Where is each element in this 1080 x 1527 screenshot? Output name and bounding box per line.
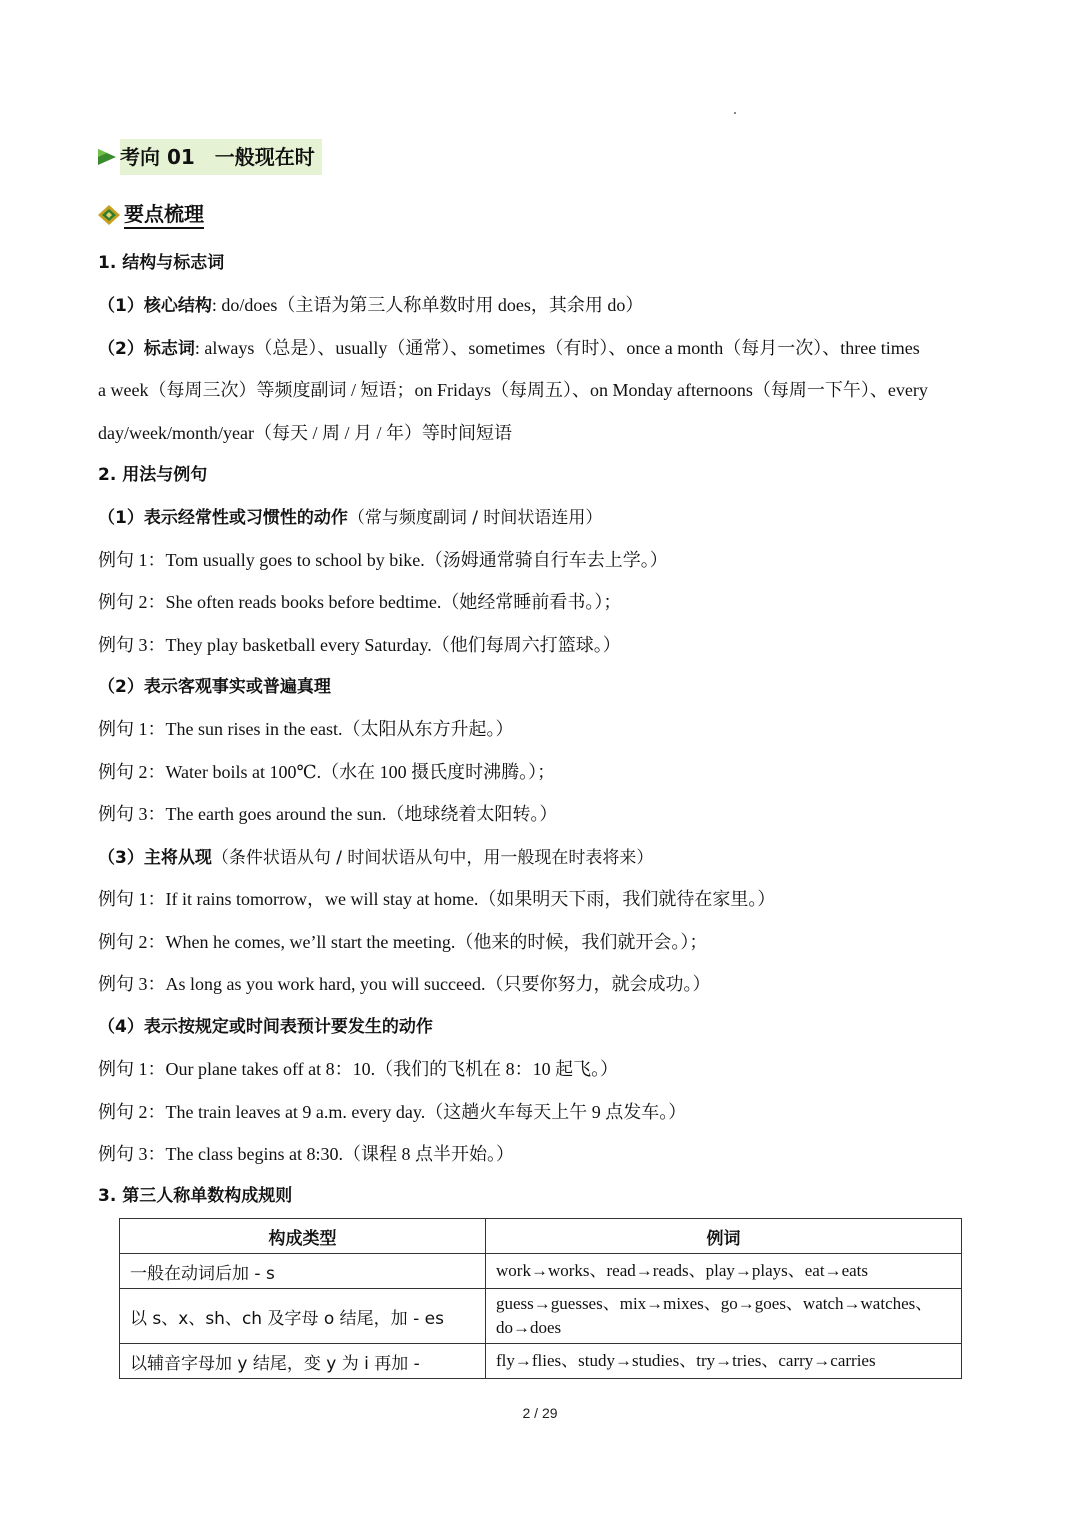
example-sentence: 例句 2：When he comes, we’ll start the meeting.（他来的时候，我们就开会。）；: [98, 932, 708, 952]
example-sentence: 例句 3：They play basketball every Saturday.（他们每周六打篮球。）: [98, 635, 621, 655]
page-number: 2 / 29: [522, 1405, 558, 1421]
usage-1-label: （1）表示经常性或习惯性的动作: [98, 508, 348, 528]
section-banner: [96, 139, 322, 175]
subheading-key-points: [96, 199, 204, 231]
marker-words-label: （2）标志词: [98, 339, 195, 359]
play-arrow-icon: [96, 147, 118, 167]
table-cell-examples: fly→flies、study→studies、try→tries、carry→carries: [486, 1344, 962, 1379]
usage-3-label: （3）主将从现: [98, 848, 212, 868]
core-structure-label: （1）核心结构: [98, 296, 212, 316]
table-row: [120, 1289, 962, 1344]
speck: [734, 112, 736, 114]
example-sentence: 例句 2：The train leaves at 9 a.m. every day.（这趟火车每天上午 9 点发车。）: [98, 1102, 687, 1122]
column-header-examples: 例词: [486, 1219, 962, 1254]
marker-words-text-1: : always（总是）、usually（通常）、sometimes（有时）、once a month（每月一次）、three times: [194, 338, 920, 358]
marker-words-line-1: [98, 335, 920, 362]
core-structure-text: : do/does（主语为第三人称单数时用 does，其余用 do）: [211, 295, 644, 315]
example-sentence: 例句 3：The class begins at 8:30.（课程 8 点半开始。）: [98, 1144, 514, 1164]
example-sentence: 例句 2：Water boils at 100℃.（水在 100 摄氏度时沸腾。）；: [98, 762, 556, 782]
usage-4-label: （4）表示按规定或时间表预计要发生的动作: [98, 1017, 433, 1037]
heading-usage: 2. 用法与例句: [98, 465, 208, 485]
rules-table: [119, 1218, 962, 1379]
marker-words-line-2: a week（每周三次）等频度副词 / 短语；on Fridays（每周五）、on Monday afternoons（每周一下午）、every: [98, 380, 928, 400]
usage-1-line: [98, 504, 602, 531]
example-sentence: 例句 3：As long as you work hard, you will succeed.（只要你努力，就会成功。）: [98, 974, 711, 994]
usage-3-line: [98, 844, 653, 871]
core-structure-line: [98, 292, 643, 319]
table-row: [120, 1254, 962, 1289]
example-sentence: 例句 2：She often reads books before bedtime.（她经常睡前看书。）；: [98, 592, 622, 612]
example-sentence: 例句 3：The earth goes around the sun.（地球绕着太阳转。）: [98, 804, 558, 824]
example-sentence: 例句 1：If it rains tomorrow，we will stay at home.（如果明天下雨，我们就待在家里。）: [98, 889, 776, 909]
subheading-title: 要点梳理: [124, 201, 204, 229]
example-sentence: 例句 1：Tom usually goes to school by bike.（汤姆通常骑自行车去上学。）: [98, 550, 668, 570]
marker-words-line-3: day/week/month/year（每天 / 周 / 月 / 年）等时间短语: [98, 423, 512, 443]
table-cell-type: 以辅音字母加 y 结尾，变 y 为 i 再加 -: [120, 1344, 486, 1379]
table-cell-examples: work→works、read→reads、play→plays、eat→eats: [486, 1254, 962, 1289]
example-sentence: 例句 1：The sun rises in the east.（太阳从东方升起。）: [98, 719, 514, 739]
table-header-row: [120, 1219, 962, 1254]
table-row: [120, 1344, 962, 1379]
example-sentence: 例句 1：Our plane takes off at 8：10.（我们的飞机在 8：10 起飞。）: [98, 1059, 619, 1079]
diamond-icon: [96, 204, 122, 226]
table-cell-type: 以 s、x、sh、ch 及字母 o 结尾，加 - es: [120, 1289, 486, 1344]
section-title: 考向 01 一般现在时: [120, 139, 322, 175]
table-cell-examples: guess→guesses、mix→mixes、go→goes、watch→watches、do→does: [486, 1289, 962, 1344]
column-header-type: 构成类型: [120, 1219, 486, 1254]
heading-structure: 1. 结构与标志词: [98, 253, 225, 273]
heading-third-person-rules: 3. 第三人称单数构成规则: [98, 1186, 293, 1206]
usage-3-note: （条件状语从句 / 时间状语从句中，用一般现在时表将来）: [211, 848, 654, 868]
table-cell-type: 一般在动词后加 - s: [120, 1254, 486, 1289]
usage-2-label: （2）表示客观事实或普遍真理: [98, 677, 331, 697]
usage-1-note: （常与频度副词 / 时间状语连用）: [347, 508, 603, 528]
